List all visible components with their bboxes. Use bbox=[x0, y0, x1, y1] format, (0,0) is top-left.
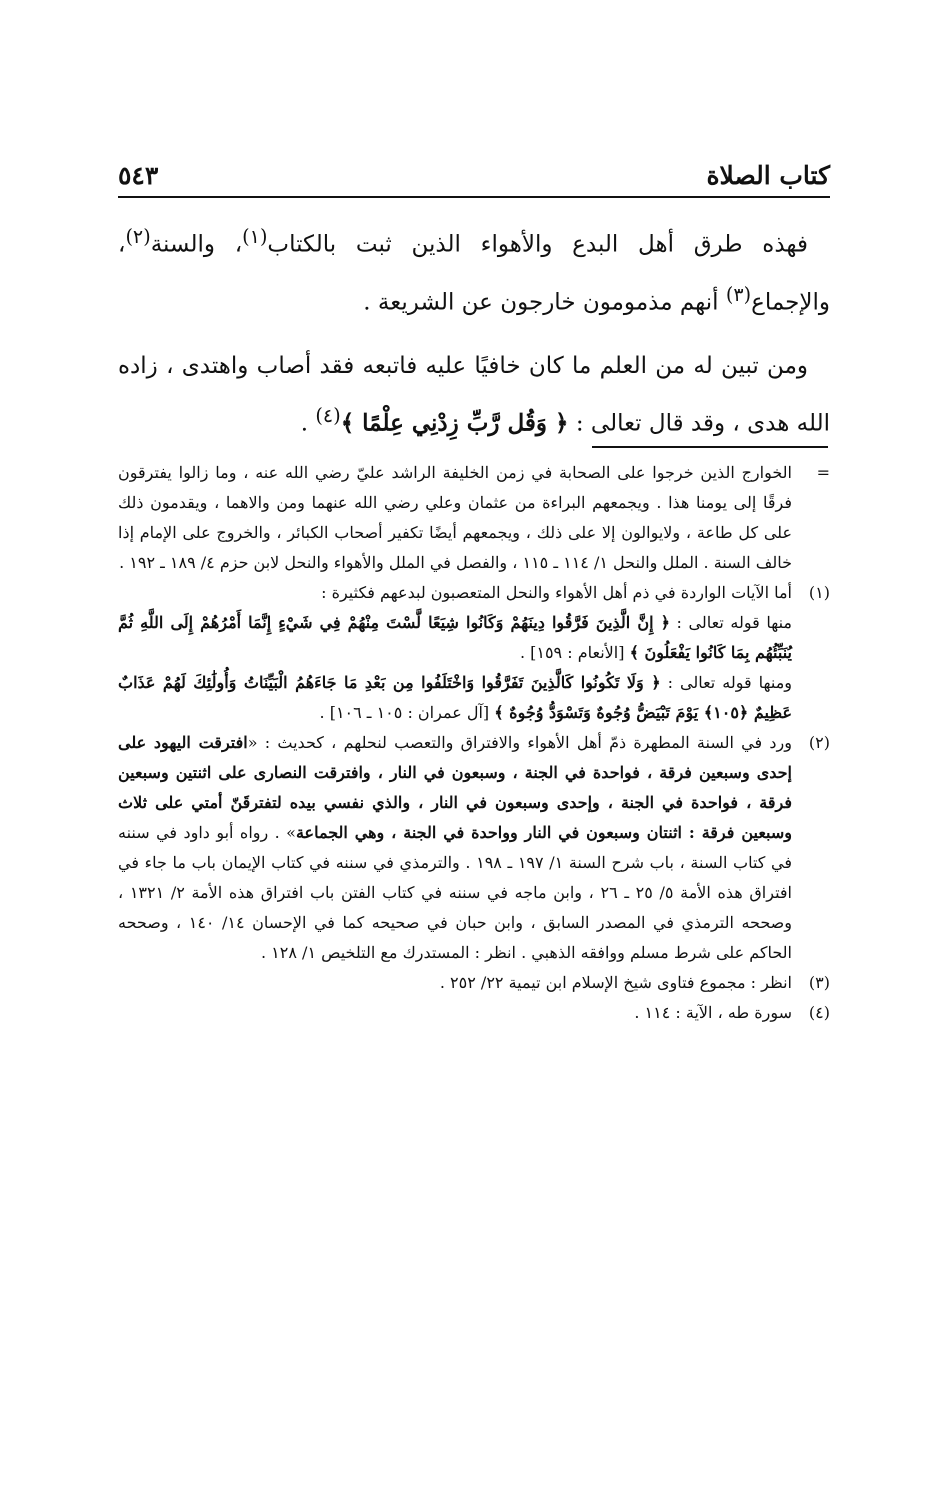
footnote-1-marker: (١) bbox=[808, 583, 830, 602]
main-text bbox=[118, 212, 830, 463]
footnote-1-verse-1-lead: منها قوله تعالى : bbox=[669, 613, 792, 632]
footnote-1-verse-1-quran: ﴿ إِنَّ الَّذِينَ فَرَّقُوا دِينَهُمْ وَكَانُوا شِيَعًا لَّسْتَ مِنْهُمْ فِي شَيْءٍ إِنَّمَا أَمْرُهُمْ إِلَى اللَّهِ ثُمَّ يُنَبِّئُهُم بِمَا كَانُوا يَفْعَلُونَ ﴾ bbox=[118, 613, 792, 662]
footnote-ref-3[interactable]: (٣) bbox=[725, 282, 752, 306]
footnote-divider bbox=[592, 446, 828, 448]
footnote-1-intro: أما الآيات الواردة في ذم أهل الأهواء والنحل المتعصبون لبدعهم فكثيرة : bbox=[321, 583, 792, 602]
footnote-3-marker: (٣) bbox=[808, 973, 830, 992]
paragraph-1-text-d: أنهم مذمومون خارجون عن الشريعة . bbox=[363, 289, 726, 316]
quran-verse: ﴿ وَقُل رَّبِّ زِدْنِي عِلْمًا ﴾ bbox=[340, 409, 569, 437]
footnote-ref-1[interactable]: (١) bbox=[242, 225, 268, 248]
footnote-ref-4[interactable]: (٤) bbox=[315, 404, 341, 428]
page-number: ٥٤٣ bbox=[118, 161, 159, 190]
footnote-1-verse-2-quran: ﴿ وَلَا تَكُونُوا كَالَّذِينَ تَفَرَّقُوا وَاخْتَلَفُوا مِن بَعْدِ مَا جَاءَهُمُ الْبَيِّنَاتُ وَأُولَٰئِكَ لَهُمْ عَذَابٌ عَظِيمٌ ﴿١٠٥﴾ يَوْمَ تَبْيَضُّ وُجُوهٌ وَتَسْوَدُّ وُجُوهٌ ﴾ bbox=[118, 673, 792, 722]
footnote-1-verse-2-ref: [آل عمران : ١٠٥ ـ ١٠٦] . bbox=[319, 703, 495, 722]
footnote-4-marker: (٤) bbox=[808, 1003, 830, 1022]
chapter-title: كتاب الصلاة bbox=[706, 161, 830, 190]
footnote-2-text bbox=[118, 728, 792, 968]
paragraph-2-text: ومن تبين له من العلم ما كان خافيًا عليه فاتبعه فقد أصاب واهتدى ، زاده الله هدى ، وقد قال تعالى : bbox=[118, 353, 830, 437]
footnote-4-text: سورة طه ، الآية : ١١٤ . bbox=[634, 1003, 792, 1022]
paragraph-1-text-a: فهذه طرق أهل البدع والأهواء الذين ثبت بالكتاب bbox=[267, 231, 808, 258]
footnote-continued-text: الخوارج الذين خرجوا على الصحابة في زمن الخليفة الراشد عليّ رضي الله عنه ، وما زالوا يفترقون فرقًا إلى يومنا هذا . ويجمعهم البراءة من عثمان وعلي رضي الله عنهما ومن والاهما ، ويقدمون ذلك على كل طاعة ، ولايوالون إلا على ذلك ، ويجمعهم أيضًا تكفير أصحاب الكبائر ، والخروج على الإمام إذا خالف السنة . الملل والنحل ١/ ١١٤ ـ ١١٥ ، والفصل في الملل والأهواء والنحل لابن حزم ٤/ ١٨٩ ـ ١٩٢ . bbox=[118, 463, 792, 572]
footnote-2-marker: (٢) bbox=[808, 733, 830, 752]
footnote-3 bbox=[118, 968, 830, 998]
footnote-continued bbox=[118, 458, 830, 578]
footnote-1-verse-2-lead: ومنها قوله تعالى : bbox=[660, 673, 792, 692]
footnote-2-rest: » . رواه أبو داود في سننه في كتاب السنة ، باب شرح السنة ١/ ١٩٧ ـ ١٩٨ . والترمذي في سننه في كتاب الإيمان باب ما جاء في افتراق هذه الأمة ٥/ ٢٥ ـ ٢٦ ، وابن ماجه في سننه في كتاب الفتن باب افتراق هذه الأمة ٢/ ١٣٢١ ، وصححه الترمذي في المصدر السابق ، وابن حبان في صحيحه كما في الإحسان ١٤/ ١٤٠ ، وصححه الحاكم على شرط مسلم ووافقه الذهبي . انظر : المستدرك مع التلخيص ١/ ١٢٨ . bbox=[118, 823, 793, 962]
header-divider bbox=[118, 196, 830, 198]
paragraph-1-text-c: ، والإجماع bbox=[118, 231, 830, 316]
paragraph-2 bbox=[118, 341, 830, 449]
paragraph-2-end: . bbox=[300, 410, 316, 437]
running-header bbox=[118, 150, 830, 190]
paragraph-1-text-b: ، والسنة bbox=[150, 231, 243, 258]
footnote-1-verse-1-ref: [الأنعام : ١٥٩] . bbox=[519, 643, 630, 662]
paragraph-1 bbox=[118, 212, 830, 327]
footnote-1-verse-2 bbox=[118, 668, 792, 728]
footnote-1 bbox=[118, 578, 830, 728]
footnote-3-text: انظر : مجموع فتاوى شيخ الإسلام ابن تيمية ٢٢/ ٢٥٢ . bbox=[439, 973, 792, 992]
footnote-2 bbox=[118, 728, 830, 968]
footnote-1-verse-1 bbox=[118, 608, 792, 668]
footnote-4 bbox=[118, 998, 830, 1028]
footnote-2-lead: ورد في السنة المطهرة ذمّ أهل الأهواء والافتراق والتعصب لنحلهم ، كحديث : « bbox=[247, 733, 792, 752]
footnotes bbox=[118, 458, 830, 1028]
footnote-continued-marker: = bbox=[816, 463, 830, 482]
footnote-ref-2[interactable]: (٢) bbox=[125, 225, 151, 248]
footnote-2-hadith: افترقت اليهود على إحدى وسبعين فرقة ، فواحدة في الجنة ، وسبعون في النار ، وافترقت النصارى على اثنتين وسبعين فرقة ، فواحدة في الجنة ، وإحدى وسبعون في النار ، والذي نفسي بيده لتفترقَنّ أمتي على ثلاث وسبعين فرقة : اثنتان وسبعون في النار وواحدة في الجنة ، وهي الجماعة bbox=[118, 733, 792, 842]
